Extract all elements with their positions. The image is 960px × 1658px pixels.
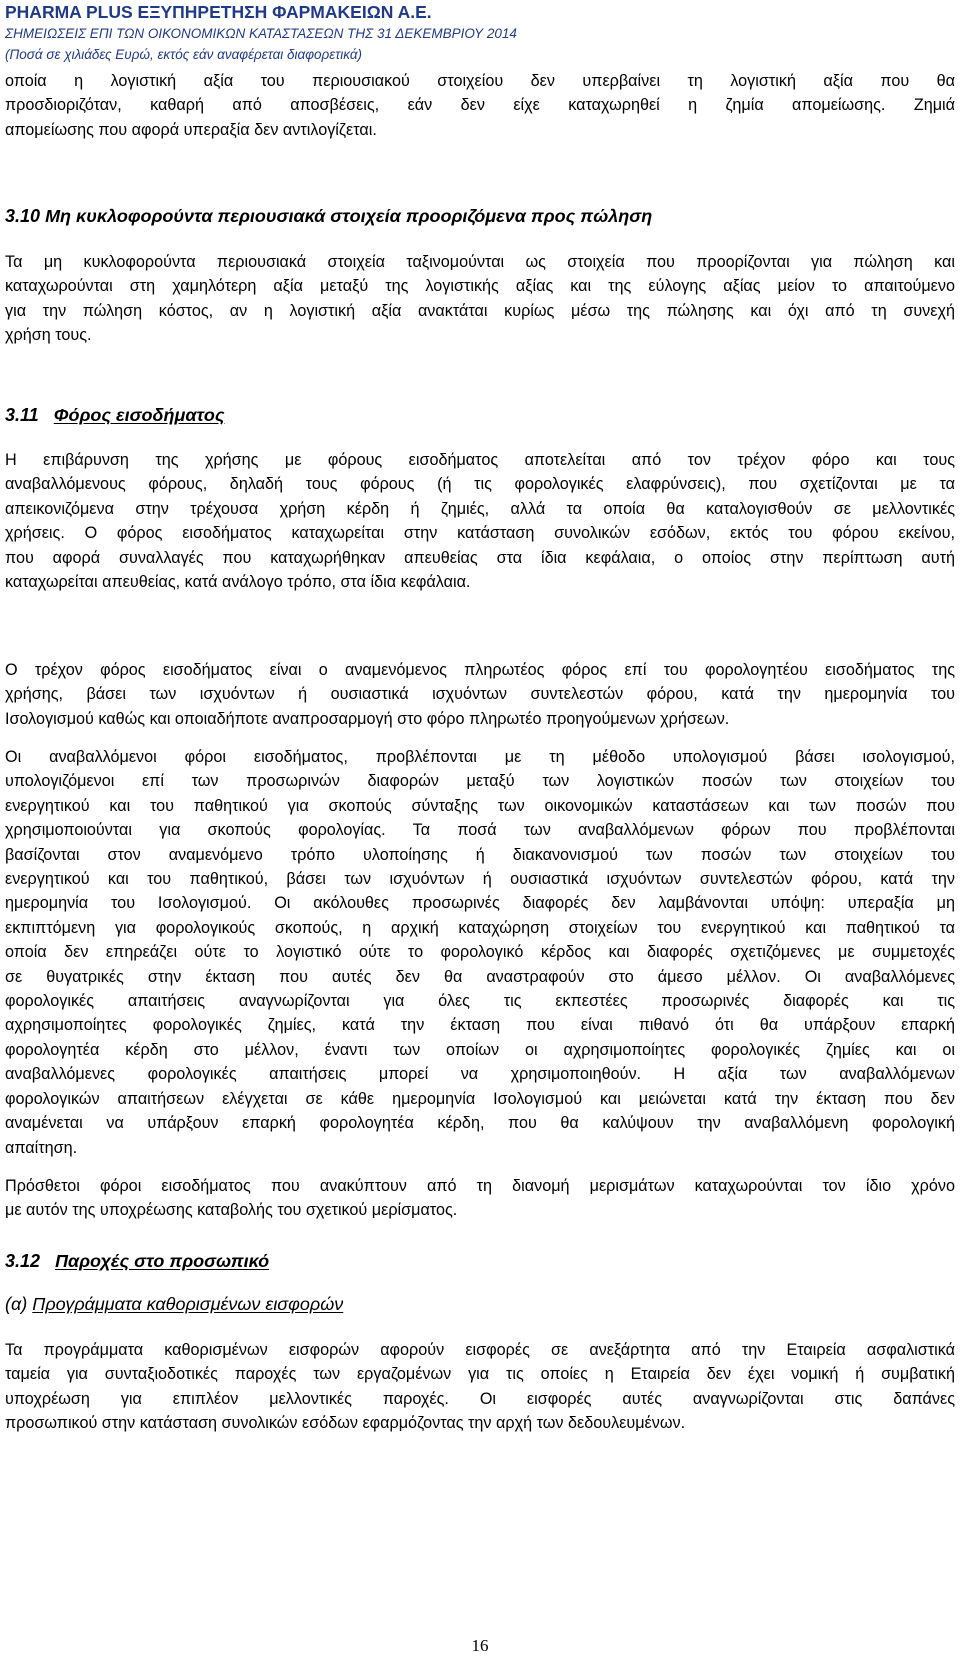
- text-line: εκπιπτόμενη για φορολογικούς σκοπούς, η αρχική καταχώρηση στοιχείων του ενεργητικού και παθητικού τα: [5, 918, 955, 937]
- text-line: αναβαλλόμενες φορολογικές απαιτήσεις μπορεί να χρησιμοποιηθούν. Η αξία των αναβαλλόμενων: [5, 1065, 955, 1084]
- text-line: αχρησιμοποίητες φορολογικές ζημίες, κατά την έκταση που είναι πιθανό ότι θα υπάρξουν επαρκή: [5, 1016, 955, 1035]
- subsection-heading-a: [5, 1294, 343, 1315]
- amounts-note: (Ποσά σε χιλιάδες Ευρώ, εκτός εάν αναφέρεται διαφορετικά): [5, 47, 363, 62]
- text-line: Πρόσθετοι φόροι εισοδήματος που ανακύπτουν από τη διανομή μερισμάτων καταχωρούνται τον ίδιο χρόνο: [5, 1177, 955, 1195]
- subsection-label: (α): [5, 1294, 28, 1314]
- section-3-11-paragraph-3: [5, 745, 955, 1160]
- text-line: που αφορά συναλλαγές που καταχωρήθηκαν απευθείας στα ίδια κεφάλαια, ο οποίος στην περίπτωση αυτή: [5, 548, 955, 567]
- section-3-10-paragraph: [5, 250, 955, 348]
- intro-paragraph: [5, 69, 955, 142]
- text-line: απαίτηση.: [5, 1138, 78, 1157]
- text-line: Τα μη κυκλοφορούντα περιουσιακά στοιχεία ταξινομούνται ως στοιχεία που προορίζονται για πώληση και: [5, 253, 955, 271]
- section-title: Φόρος εισοδήματος: [53, 405, 225, 425]
- text-line: φορολογικών απαιτήσεων ελέγχεται σε κάθε ημερομηνία Ισολογισμού και μειώνεται κατά την έκταση που δεν: [5, 1089, 955, 1108]
- text-line: οποία δεν επηρεάζει ούτε το λογιστικό ούτε το φορολογικό κέρδος και διαφορές σχετιζόμενες με συμμετοχές: [5, 943, 955, 962]
- text-line: βασίζονται στον αναμενόμενο τρόπο υλοποίησης ή διακανονισμού των ποσών των στοιχείων του: [5, 845, 955, 864]
- text-line: ενεργητικού και του παθητικού για σκοπούς σύνταξης των οικονομικών καταστάσεων και των ποσών που: [5, 796, 955, 815]
- text-line: προσωπικού στην κατάσταση συνολικών εσόδων εφαρμόζοντας την αρχή των δεδουλευμένων.: [5, 1414, 686, 1433]
- section-title: Μη κυκλοφορούντα περιουσιακά στοιχεία προοριζόμενα προς πώληση: [45, 206, 653, 226]
- text-line: με αυτόν της υποχρέωσης καταβολής του σχετικού μερίσματος.: [5, 1201, 458, 1220]
- report-subtitle: ΣΗΜΕΙΩΣΕΙΣ ΕΠΙ ΤΩΝ ΟΙΚΟΝΟΜΙΚΩΝ ΚΑΤΑΣΤΑΣΕΩΝ ΤΗΣ 31 ΔΕΚΕΜΒΡΙΟΥ 2014: [5, 26, 517, 41]
- text-line: υποχρέωση για επιπλέον μελλοντικές παροχές. Οι εισφορές αυτές αναγνωρίζονται στις δαπάνες: [5, 1389, 955, 1408]
- text-line: απομείωσης που αφορά υπεραξία δεν αντιλογίζεται.: [5, 120, 377, 139]
- text-line: φορολογικές απαιτήσεις αναγνωρίζονται για όλες τις εκπεστέες προσωρινές διαφορές και τις: [5, 992, 955, 1011]
- text-line: χρήσεις. Ο φόρος εισοδήματος καταχωρείται στην κατάσταση συνολικών εσόδων, εκτός του φόρου εκείνου,: [5, 524, 955, 543]
- text-line: ενεργητικού και του παθητικού, βάσει των ισχυόντων ή ουσιαστικά ισχυόντων συντελεστών φόρου, κατά την: [5, 870, 955, 889]
- section-3-12-paragraph: [5, 1338, 955, 1436]
- text-line: ημερομηνία του Ισολογισμού. Οι ακόλουθες προσωρινές διαφορές δεν λαμβάνονται υπόψη: υπεραξία μη: [5, 894, 955, 913]
- text-line: αναμένεται να υπάρξουν επαρκή φορολογητέα κέρδη, που θα καλύψουν την αναβαλλόμενη φορολογική: [5, 1114, 955, 1133]
- text-line: αναβαλλόμενους φόρους, δηλαδή τους φόρους (ή τις φορολογικές ελαφρύνσεις), που σχετίζονται με τα: [5, 475, 955, 494]
- text-line: οποία η λογιστική αξία του περιουσιακού στοιχείου δεν υπερβαίνει τη λογιστική αξία που θα: [5, 72, 955, 90]
- section-3-11-paragraph-1: [5, 448, 955, 594]
- text-line: Οι αναβαλλόμενοι φόροι εισοδήματος, προβλέπονται με τη μέθοδο υπολογισμού βάσει ισολογισμού,: [5, 748, 955, 766]
- section-number: 3.11: [5, 405, 39, 425]
- text-line: Τα προγράμματα καθορισμένων εισφορών αφορούν εισφορές σε ανεξάρτητα από την Εταιρεία ασφαλιστικά: [5, 1341, 955, 1359]
- section-number: 3.10: [5, 206, 41, 226]
- text-line: φορολογητέα κέρδη στο μέλλον, έναντι των οποίων οι αχρησιμοποίητες φορολογικές ζημίες και οι: [5, 1040, 955, 1059]
- text-line: Ισολογισμού καθώς και οποιαδήποτε αναπροσαρμογή στο φόρο πληρωτέο προηγούμενων χρήσεων.: [5, 709, 730, 728]
- text-line: απεικονιζόμενα στην τρέχουσα χρήση κέρδη ή ζημιές, αλλά τα οποία θα καταλογισθούν σε μελλοντικές: [5, 499, 955, 518]
- subsection-title: Προγράμματα καθορισμένων εισφορών: [32, 1294, 344, 1314]
- text-line: καταχωρούνται στη χαμηλότερη αξία μεταξύ της λογιστικής αξίας και της εύλογης αξίας μείον το απαιτούμενο: [5, 277, 955, 296]
- section-number: 3.12: [5, 1251, 41, 1271]
- section-heading-3-10: [5, 206, 652, 227]
- section-3-11-paragraph-2: [5, 658, 955, 731]
- section-heading-3-12: [5, 1251, 269, 1272]
- text-line: χρήσης, βάσει των ισχυόντων ή ουσιαστικά ισχυόντων συντελεστών φόρου, κατά την ημερομηνία του: [5, 685, 955, 704]
- section-title: Παροχές στο προσωπικό: [55, 1251, 270, 1271]
- text-line: ταμεία για συνταξιοδοτικές παροχές των εργαζομένων για τις οποίες η Εταιρεία δεν έχει νομική ή συμβατική: [5, 1365, 955, 1384]
- company-header: PHARMA PLUS ΕΞΥΠΗΡΕΤΗΣΗ ΦΑΡΜΑΚΕΙΩΝ Α.Ε.: [5, 2, 432, 22]
- text-line: Ο τρέχον φόρος εισοδήματος είναι ο αναμενόμενος πληρωτέος φόρος επί του φορολογητέου εισοδήματος της: [5, 661, 955, 679]
- page-number: 16: [471, 1636, 489, 1655]
- text-line: προσδιοριζόταν, καθαρή από αποσβέσεις, εάν δεν είχε καταχωρηθεί η ζημία απομείωσης. Ζημιά: [5, 96, 955, 115]
- section-3-11-paragraph-4: [5, 1174, 955, 1223]
- text-line: σε θυγατρικές στην έκταση που αυτές δεν θα αναστραφούν στο άμεσο μέλλον. Οι αναβαλλόμενες: [5, 967, 955, 986]
- text-line: καταχωρείται απευθείας, κατά ανάλογο τρόπο, στα ίδια κεφάλαια.: [5, 573, 471, 592]
- text-line: υπολογιζόμενοι επί των προσωρινών διαφορών μεταξύ των λογιστικών ποσών των στοιχείων του: [5, 772, 955, 791]
- text-line: Η επιβάρυνση της χρήσης με φόρους εισοδήματος αποτελείται από τον τρέχον φόρο και τους: [5, 451, 955, 469]
- text-line: για την πώληση κόστος, αν η λογιστική αξία ανακτάται κυρίως μέσω της πώλησης και όχι από τη συνεχή: [5, 301, 955, 320]
- section-heading-3-11: [5, 405, 224, 426]
- text-line: χρήση τους.: [5, 326, 92, 345]
- text-line: χρησιμοποιούνται για σκοπούς φορολογίας. Τα ποσά των αναβαλλόμενων φόρων που προβλέπονται: [5, 821, 955, 840]
